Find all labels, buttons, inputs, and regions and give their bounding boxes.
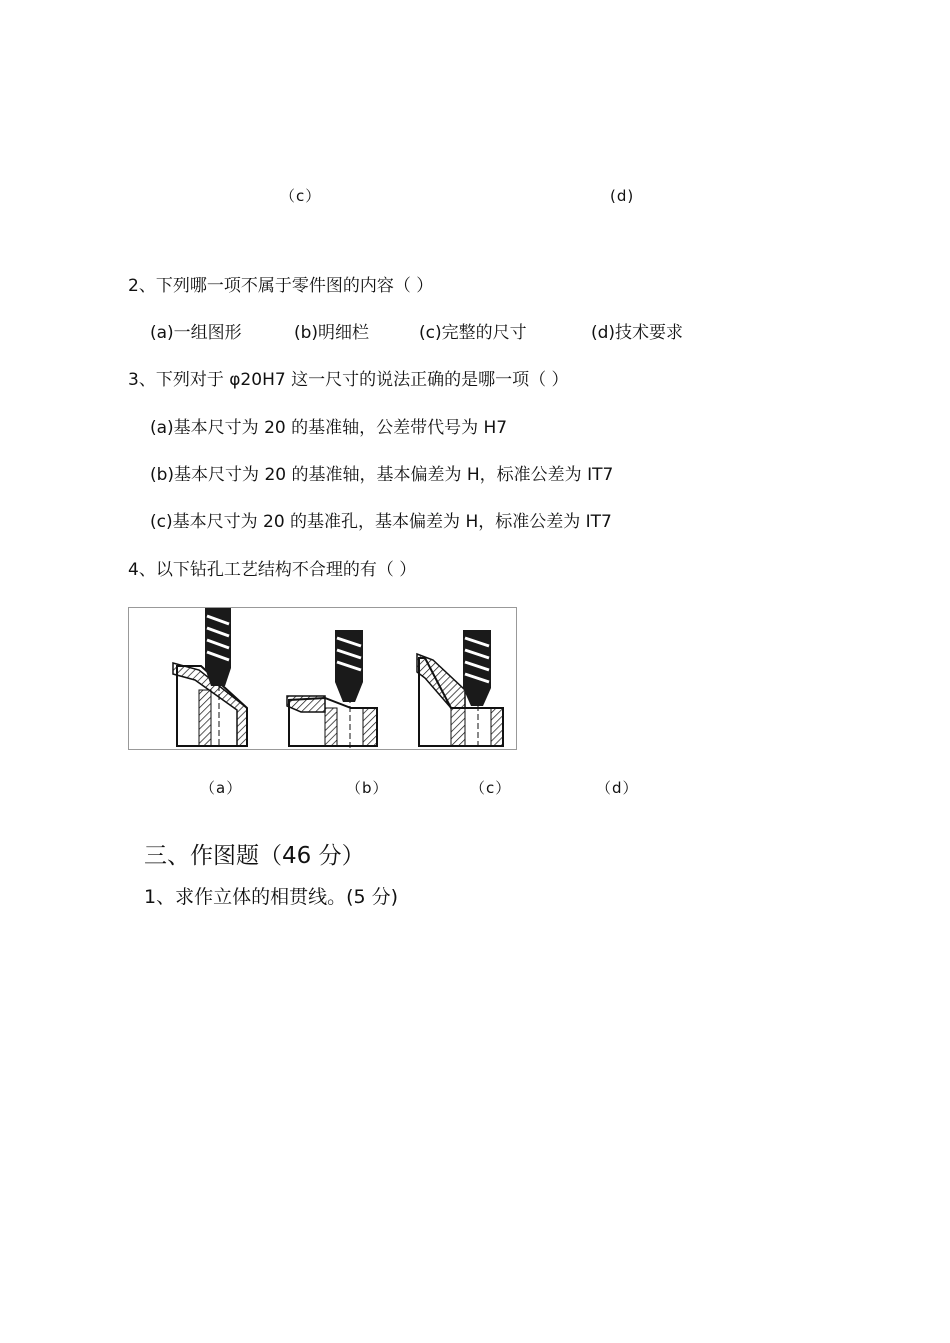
drill-example-c	[417, 630, 503, 748]
drill-example-b	[287, 630, 377, 748]
question-2-option-d: (d)技术要求	[591, 323, 684, 343]
figure-caption-d-lower: （d）	[596, 779, 639, 797]
section-3-title: 三、作图题（46 分）	[144, 843, 365, 869]
figure-caption-a: （a）	[200, 779, 243, 797]
figure-caption-c: （c）	[280, 187, 322, 205]
question-3-option-c: (c)基本尺寸为 20 的基准孔，基本偏差为 H，标准公差为 IT7	[150, 512, 612, 532]
question-3-option-a: (a)基本尺寸为 20 的基准轴，公差带代号为 H7	[150, 418, 508, 438]
question-4-stem: 4、以下钻孔工艺结构不合理的有（ ）	[128, 560, 417, 580]
figure-caption-c-lower: （c）	[470, 779, 512, 797]
figure-caption-d: (d)	[610, 187, 635, 205]
question-3-option-b: (b)基本尺寸为 20 的基准轴，基本偏差为 H，标准公差为 IT7	[150, 465, 614, 485]
figure-caption-b: （b）	[346, 779, 389, 797]
question-2-option-b: (b)明细栏	[294, 323, 370, 343]
section-3-question-1: 1、求作立体的相贯线。(5 分)	[144, 886, 399, 908]
question-2-option-a: (a)一组图形	[150, 323, 242, 343]
drill-example-a	[173, 608, 247, 748]
question-3-stem: 3、下列对于 φ20H7 这一尺寸的说法正确的是哪一项（ ）	[128, 370, 569, 390]
drilling-structures-figure	[128, 607, 517, 750]
question-2-stem: 2、下列哪一项不属于零件图的内容（ ）	[128, 276, 434, 296]
question-2-option-c: (c)完整的尺寸	[419, 323, 527, 343]
